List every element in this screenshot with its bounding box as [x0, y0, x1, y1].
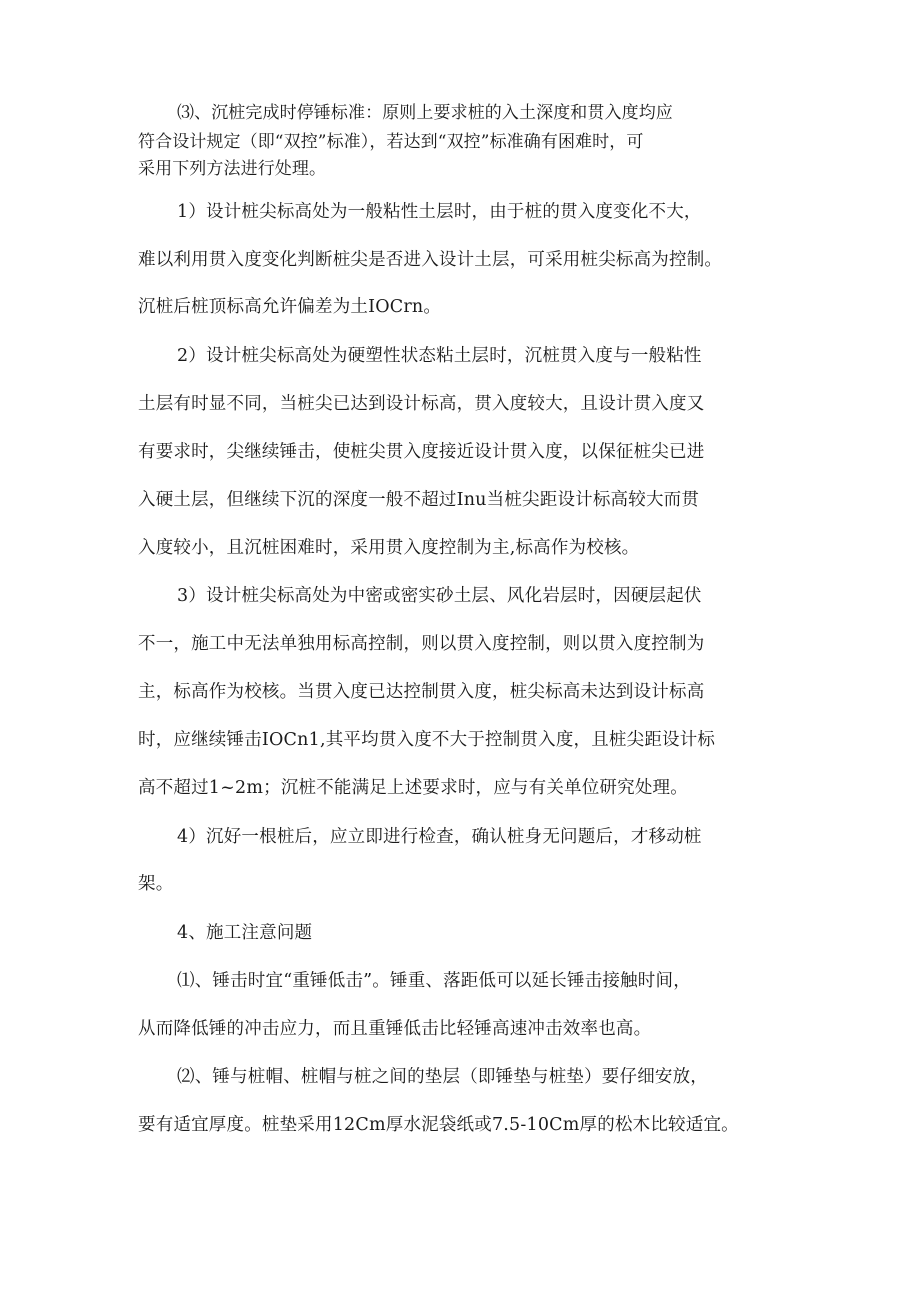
- paragraph-line: 时，应继续锤击IOCn1,其平均贯入度不大于控制贯入度，且桩尖距设计标: [138, 730, 716, 750]
- paragraph-line: ⑶、沉桩完成时停锤标准：原则上要求桩的入土深度和贯入度均应: [177, 103, 673, 123]
- paragraph-line: 采用下列方法进行处理。: [138, 159, 327, 179]
- paragraph-line: 2）设计桩尖标高处为硬塑性状态粘土层时，沉桩贯入度与一般粘性: [177, 346, 702, 366]
- paragraph-line: ⑵、锤与桩帽、桩帽与桩之间的垫层（即锤垫与桩垫）要仔细安放，: [177, 1067, 708, 1087]
- paragraph-line: 1）设计桩尖标高处为一般粘性土层时，由于桩的贯入度变化不大，: [177, 202, 702, 222]
- paragraph-line: 有要求时，尖继续锤击，使桩尖贯入度接近设计贯入度，以保征桩尖已进: [138, 442, 705, 462]
- paragraph-line: ⑴、锤击时宜“重锤低击”。锤重、落距低可以延长锤击接触时间，: [177, 971, 691, 991]
- paragraph-line: 符合设计规定（即“双控”标准），若达到“双控”标准确有困难时，可: [138, 132, 644, 152]
- paragraph-line: 入度较小，且沉桩困难时，采用贯入度控制为主,标高作为校核。: [138, 538, 640, 558]
- paragraph-line: 入硬土层，但继续下沉的深度一般不超过Inu当桩尖距设计标高较大而贯: [138, 490, 700, 510]
- paragraph-line: 要有适宜厚度。桩垫采用12Cm厚水泥袋纸或7.5-10Cm厚的松木比较适宜。: [138, 1115, 739, 1135]
- paragraph-line: 不一，施工中无法单独用标高控制，则以贯入度控制，则以贯入度控制为: [138, 634, 705, 654]
- paragraph-line: 架。: [138, 874, 174, 894]
- paragraph-line: 3）设计桩尖标高处为中密或密实砂土层、风化岩层时，因硬层起伏: [177, 586, 702, 606]
- paragraph-line: 从而降低锤的冲击应力，而且重锤低击比轻锤高速冲击效率也高。: [138, 1019, 652, 1039]
- paragraph-line: 4）沉好一根桩后，应立即进行检查，确认桩身无问题后，才移动桩: [177, 827, 702, 847]
- section-heading: 4、施工注意问题: [177, 923, 313, 943]
- paragraph-line: 沉桩后桩顶标高允许偏差为土IOCrn。: [138, 297, 442, 317]
- paragraph-line: 主，标高作为校核。当贯入度已达控制贯入度，桩尖标高未达到设计标高: [138, 682, 705, 702]
- paragraph-line: 高不超过1~2m；沉桩不能满足上述要求时，应与有关单位研究处理。: [138, 778, 688, 798]
- paragraph-line: 土层有时显不同，当桩尖已达到设计标高，贯入度较大，且设计贯入度又: [138, 394, 705, 414]
- paragraph-line: 难以利用贯入度变化判断桩尖是否进入设计土层，可采用桩尖标高为控制。: [138, 250, 723, 270]
